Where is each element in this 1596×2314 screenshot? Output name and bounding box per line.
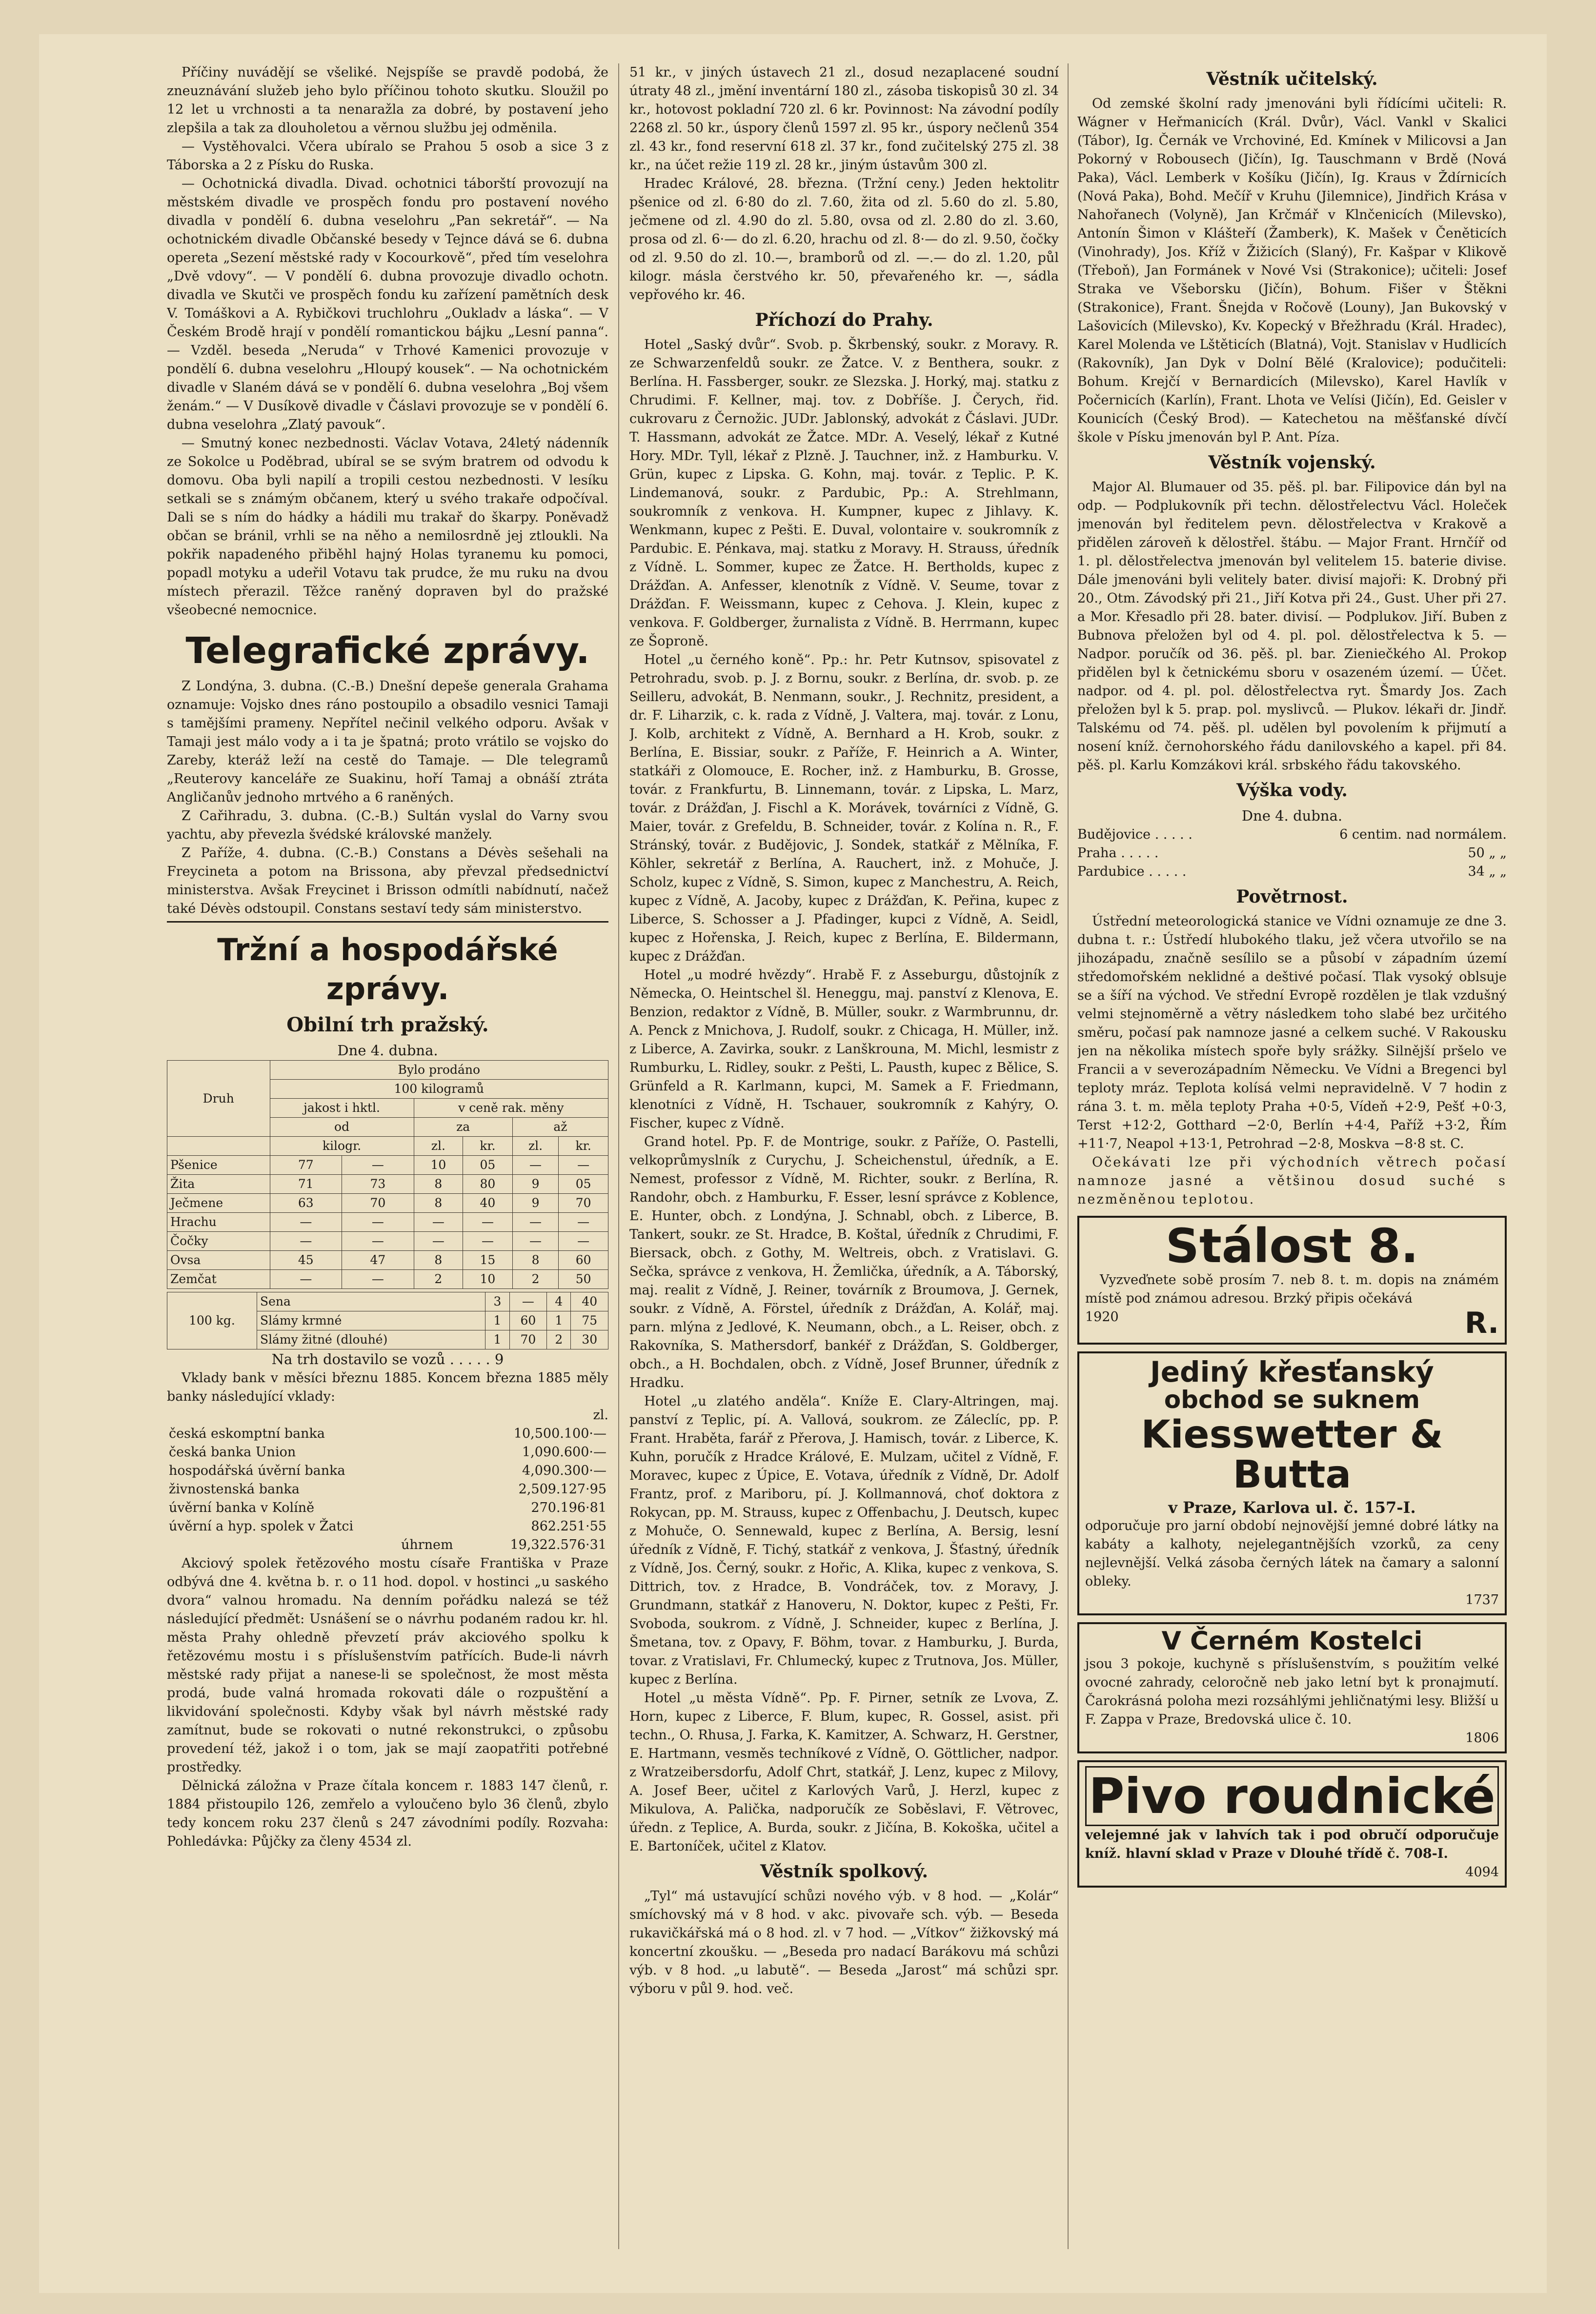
paragraph: Hotel „u města Vídně“. Pp. F. Pirner, setník ze Lvova, Z. Horn, kupec z Liberce, F. Blum, kupec, R. Gossel, asist. při techn., O. Rhusa, J. Farka, K. Kamitzer, A. Schwarz, H. Gerstner, E. Hartmann, vesměs techníkové z Vídně, O. Göttlicher, nadpor. z Wratzeibersdorfu, Adolf Chrt, statkář, J. Lenz, kupec z Milovy, A. Josef Beer, učitel z Karlových Varů, J. Herzl, kupec z Mikulova, A. Palička, nadporučík ze Soběslavi, F. Větrovec, úředn. z Teplice, A. Burda, soukr. z Jičína, B. Kokoška, učitel a E. Bartoníček, učitel z Klatov.	[629, 1690, 1059, 1854]
paragraph: — Ochotnická divadla. Divad. ochotnici táborští provozují na městském divadle ve prospěch fondu pro postavení nového divadla v pondělí 6. dubna veselohru „Pan sekretář“. — Na ochotnickém divadle Občanské besedy v Tejnce dává se 6. dubna opereta „Sezení městské rady v Kocourkově“, před tím veselohra „Dvě vdovy“. — V pondělí 6. dubna provozuje divadlo ochotn. divadla ve Skutči ve prospěch fondu ku zařízení pamětních desk V. Tomáškovi a A. Rybičkovi truchlohru „Oukladv a láska“. — V Českém Brodě hrají v pondělí romantickou bájku „Lesní panna“. — Vzděl. beseda „Neruda“ v Trhové Kamenici provozuje v pondělí 6. dubna veselohru „Hloupý kousek“. — Na ochotnickém divadle v Slaném dává se v pondělí 6. dubna veselohra „Boj všem ženám.“ — V Dusíkově divadle v Čáslavi provozuje se v pondělí 6. dubna veselohra „Zlatý pavouk“.	[167, 176, 608, 432]
paragraph: Hotel „Saský dvůr“. Svob. p. Škrbenský, soukr. z Moravy. R. ze Schwarzenfeldů soukr. ze Žatce. V. z Benthera, soukr. z Berlína. H. Fassberger, soukr. ze Slezska. J. Horký, maj. statku z Chrudimi. F. Kellner, maj. tov. z Dobříše. J. Čerych, řid. cukrovaru z Černožic. JUDr. Jablonský, advokát z Čáslavi. JUDr. T. Hassmann, advokát ze Žatce. MDr. A. Veselý, lékař z Kutné Hory. MDr. Tyll, lékař z Plzně. J. Tauchner, inž. z Hamburku. V. Grün, kupec z Lipska. G. Kohn, maj. továr. z Teplic. P. K. Lindemanová, soukr. z Pardubic, Pp.: A. Strehlmann, soukromník z venkova. H. Kumpner, kupec z Jihlavy. K. Wenkmann, kupec z Pešti. E. Duval, volontaire v. soukromník z Pardubic. E. Pénkava, maj. statku z Moravy. H. Strauss, úředník z Vídně. L. Sommer, kupec ze Žatce. H. Bertholds, kupec z Drážďan. A. Anfesser, klenotník z Vídně. V. Seume, tovar z Drážďan. F. Weissmann, kupec z Cehova. J. Klein, kupec z venkova. F. Goldberger, žurnalista z Vídně. B. Herrmann, kupec ze Šoproně.	[629, 337, 1059, 649]
section-heading-prichozi: Příchozí do Prahy.	[755, 310, 933, 330]
advert-kostelec	[1077, 1622, 1507, 1753]
advert-kiesswetter	[1077, 1351, 1507, 1615]
paragraph: 51 kr., v jiných ústavech 21 zl., dosud nezaplacené soudní útraty 48 zl., jmění inventární 180 zl., zásoba tiskopisů 30 zl. 34 kr., hotovost pokladní 720 zl. 6 kr. Povinnost: Na závodní podíly 2268 zl. 50 kr., úspory členů 1597 zl. 95 kr., úspory nečlenů 354 zl. 43 kr., fond reservní 618 zl. 37 kr., fond zučitelský 275 zl. 38 kr., na účet režie 119 zl. 28 kr., jiným ústavům 300 zl.	[629, 65, 1059, 173]
column-1	[167, 63, 608, 2249]
col-header: v ceně rak. měny	[414, 1099, 608, 1118]
advert-number: 1806	[1465, 1730, 1499, 1746]
advert-number: 1737	[1465, 1592, 1499, 1608]
paragraph: Vklady bank v měsíci březnu 1885. Koncem března 1885 měly banky následující vklady:	[167, 1370, 608, 1404]
advert-number: 4094	[1465, 1864, 1499, 1880]
col-header: od	[270, 1118, 414, 1137]
paragraph: — Vystěhovalci. Včera ubíralo se Prahou 5 osob a sice 3 z Táborska a 2 z Písku do Ruska.	[167, 139, 608, 173]
paragraph: Z Londýna, 3. dubna. (C.-B.) Dnešní depeše generala Grahama oznamuje: Vojsko dnes ráno postoupilo a obsadilo vesnici Tamaji s tamějšími prameny. Nepřítel nečinil velkého odporu. Avšak v Tamaji jest málo vody a i ta je špatná; proto vrátilo se vojsko do Zareby, kteráž leží na cestě do Tamaje. — Dle telegramů „Reuterovy kanceláře ze Suakinu, hoří Tamaj a obnáší ztráta Angličanův jednoho mrtvého a 6 raněných.	[167, 679, 608, 805]
col-header: kr.	[559, 1137, 608, 1156]
table-row: živnostenská banka 2,509.127·95	[169, 1482, 606, 1497]
advert-text: jsou 3 pokoje, kuchyně s příslušenstvím, s použitím velké ovocné zahrady, celoročně neb jako letní byt k pronajmutí. Čarokrásná poloha mezi rozsáhlými jehličnatými lesy. Bližší u F. Zappa v Praze, Bredovská ulice č. 10.	[1085, 1656, 1499, 1727]
col-header: Druh	[167, 1061, 270, 1137]
table-row: úhrnem 19,322.576·31	[401, 1537, 606, 1552]
col-header: kr.	[463, 1137, 513, 1156]
table-row: úvěrní a hyp. spolek v Žatci 862.251·55	[169, 1519, 606, 1534]
water-row: Pardubice . . . . . 34 „ „	[1077, 864, 1507, 879]
section-heading-vojensky: Věstník vojenský.	[1208, 452, 1376, 473]
column-rule	[618, 63, 619, 2249]
date-line: Dne 4. dubna.	[1241, 807, 1343, 824]
advert-address: v Praze, Karlova ul. č. 157-I.	[1168, 1498, 1416, 1517]
col-header	[167, 1137, 270, 1156]
col-header: jakost i hktl.	[270, 1099, 414, 1118]
table-row: Čočky — — — — — —	[167, 1232, 608, 1251]
col-header: zl.	[414, 1137, 463, 1156]
date-line: Dne 4. dubna.	[337, 1042, 438, 1059]
col-header: Bylo prodáno	[270, 1061, 608, 1080]
currency-label: zl.	[593, 1408, 608, 1423]
advert-text: Vyzveďnete sobě prosím 7. neb 8. t. m. dopis na známém místě pod známou adresou. Brzký připis očekává	[1085, 1272, 1499, 1306]
paragraph: Ústřední meteorologická stanice ve Vídni oznamuje ze dne 3. dubna t. r.: Ústředí hlubokého tlaku, jež včera utvořilo se na jihozápadu, značně sesílilo se a působí v západním území středomořském neklidné a deštivé počasí. Tlak vysoký oblsuje se a šíří na východ. Ve střední Evropě rozdělen je tlak vzdušný velmi stejnoměrně a větry následkem toho slabé bez určitého směru, počasí pak namnoze jasné a celkem suché. V Rakousku jen na několika místech spoře byly srážky. Silnější pršelo ve Francii a v severozápadním Německu. Ve Vídni a Bregenci byl teploty mráz. Teplota kolísá velmi nepravidelně. V 7 hodin z rána 3. t. m. měla teploty Praha +0·5, Vídeň +2·9, Pešť +0·3, Terst +12·2, Gotthard −2·0, Berlín +4·4, Paříž +3·2, Řím +11·7, Neapol +13·1, Petrohrad −2·8, Moskva −8·8 st. C.	[1077, 914, 1507, 1151]
table-row: Žita 71 73 8 80 9 05	[167, 1175, 608, 1194]
table-row: úvěrní banka v Kolíně 270.196·81	[169, 1500, 606, 1515]
paragraph: Příčiny nuvádějí se všeliké. Nejspíše se pravdě podobá, že zneuznávání služeb jeho bylo příčinou tohoto skutku. Sloužil po 12 let u vrchnosti a ta nenaražla za dobré, by postavení jeho zlepšila a tak za dlouholetou a věrnou službu jej odměnila.	[167, 65, 608, 136]
section-heading-spolky: Věstník spolkový.	[760, 1861, 929, 1882]
section-heading-vyska: Výška vody.	[1236, 780, 1348, 801]
column-rule	[1068, 63, 1069, 2249]
market-table	[167, 1060, 608, 1289]
table-row: hospodářská úvěrní banka 4,090.300·—	[169, 1463, 606, 1478]
advert-pivo	[1077, 1760, 1507, 1888]
paragraph: „Tyl“ má ustavující schůzi nového výb. v 8 hod. — „Kolár“ smíchovský má v 8 hod. v akc. pivovaře sch. výb. — Beseda rukavičkářská má o 8 hod. zl. v 7 hod. — „Vítkov“ žižkovský má koncertní zkoušku. — „Beseda pro nadací Barákovu má schůzi výb. v 8 hod. „u labutě“. — Beseda „Jarost“ má schůzi spr. výboru v půl 9. hod. več.	[629, 1889, 1059, 1996]
newspaper-page	[39, 34, 1547, 2293]
table-row: 100 kg. Sena 3 — 4 40	[167, 1292, 608, 1311]
table-row: Hrachu — — — — — —	[167, 1213, 608, 1232]
column-3	[1077, 63, 1507, 2249]
col-header: zl.	[512, 1137, 559, 1156]
paragraph: Dělnická záložna v Praze čítala koncem r. 1883 147 členů, r. 1884 přistoupilo 126, zemřelo a vyloučeno bylo 36 členů, zbylo tedy koncem roku 237 členů s 247 závodními podíly. Rozvaha: Pohledávka: Půjčky za členy 4534 zl.	[167, 1778, 608, 1849]
section-heading-telegraf: Telegrafické zprávy.	[185, 630, 590, 672]
hay-table	[167, 1292, 608, 1349]
paragraph: Hotel „u zlatého anděla“. Kníže E. Clary-Altringen, maj. panství z Teplic, pí. A. Vallová, soukrom. ze Záleclíc, pp. P. Frant. Hraběta, farář z Přerova, J. Hamisch, továr. z Liberce, K. Kuhn, poručík z Hradce Králové, E. Mulzam, učitel z Vídně, F. Moravec, kupec z Úpice, E. Votava, úředník z Vídně, Dr. Adolf Frantz, prof. z Mariboru, pí. J. Kollmannová, choť doktora z Rokycan, pp. M. Strauss, kupec z Offenbachu, J. Deutsch, kupec z Mohuče, O. Sennewald, kupec z Berlína, A. Bersig, lesní úředník z Vídně, F. Tichý, statkář z venkova, J. Šťastný, úředník z Vídně, Jos. Černý, soukr. z Hořic, A. Klika, kupec z venkova, S. Dittrich, tov. z Hradce, B. Vondráček, tov. z Moravy, J. Grundmann, statkář z Hanoveru, N. Doktor, kupec z Pešti, Fr. Svoboda, soukrom. z Vídně, J. Schneider, kupec z Berlína, J. Šmetana, tov. z Opavy, F. Böhm, tovar. z Hamburku, J. Burda, tovar. z Vratislavi, Fr. Chlumecký, kupec z Trutnova, Jos. Müller, kupec z Berlína.	[629, 1394, 1059, 1687]
paragraph: Hotel „u černého koně“. Pp.: hr. Petr Kutnsov, spisovatel z Petrohradu, svob. p. J. z Bornu, soukr. z Berlína, dr. svob. p. ze Seilleru, advokát, B. Nenmann, soukr., J. Rechnitz, president, a dr. F. Liharzik, c. k. rada z Vídně, J. Valtera, maj. továr. z Lonu, J. Kolb, architekt z Vídně, A. Bernhard a H. Krob, soukr. z Berlína, E. Bissiar, soukr. z Paříže, F. Heinrich a A. Winter, statkáři z Olomouce, E. Rocher, inž. z Hamburku, B. Grosse, továr. z Frankfurtu, B. Linnemann, továr. z Lipska, L. Marz, továr. z Drážďan, J. Fischl a K. Morávek, továrníci z Vídně, G. Maier, továr. z Grefeldu, B. Schneider, továr. z Kolína n. R., F. Stránský, továr. z Budějovic, J. Sondek, statkář z Mělníka, F. Köhler, sekretář z Berlína, A. Rauchert, inž. z Mohuče, J. Scholz, kupec z Vídně, S. Simon, kupec z Manchestru, A. Reich, kupec z Vídně, A. Jacoby, kupec z Drážďan, K. Peřina, kupec z Liberce, S. Schosser a J. Pfadinger, kupci z Vídně, A. Seidl, kupec z Hořenska, J. Reich, kupec z Berlína, E. Bildermann, kupec z Drážďan.	[629, 652, 1059, 964]
advert-text: velejemné jak v lahvích tak i pod obručí odporučuje kníž. hlavní sklad v Praze v Dlouhé třídě č. 708-I.	[1085, 1827, 1499, 1861]
paragraph: Hradec Králové, 28. března. (Tržní ceny.) Jeden hektolitr pšenice od zl. 6·80 do zl. 7.60, žita od zl. 5.60 do zl. 5.80, ječmene od zl. 4.90 do zl. 5.80, ovsa od zl. 2.80 do zl. 3.60, prosa od zl. 6·— do zl. 6.20, hrachu od zl. 8·— do zl. 9.50, čočky od zl. 9.50 do zl. 10.—, bramborů od zl. —.— do zl. 1.20, půl kilogr. másla čerstvého kr. 50, převařeného kr. —, sádla vepřového kr. 46.	[629, 176, 1059, 302]
section-heading-market: Tržní a hospodářské zprávy.	[217, 932, 558, 1006]
paragraph: Hotel „u modré hvězdy“. Hrabě F. z Asseburgu, důstojník z Německa, O. Heintschel šl. Heneggu, maj. panství z Klenova, E. Benzion, redaktor z Vídně, B. Müller, soukr. z Warmbrunnu, dr. A. Penck z Mnichova, J. Rudolf, soukr. z Chicaga, H. Müller, inž. z Liberce, A. Zavirka, soukr. z Lanškrouna, M. Michl, lesmistr z Rumburku, L. Ridley, soukr. z Pešti, L. Pausth, kupec z Bělice, S. Grünfeld a R. Karlmann, kupci, M. Samek a F. Friedmann, klenotníci z Vídně, H. Tschauer, soukromník z Kahýry, O. Fischer, kupec z Vídně.	[629, 967, 1059, 1131]
paragraph: Akciový spolek řetězového mostu císaře Františka v Praze odbývá dne 4. května b. r. o 11 hod. dopol. v hostinci „u saského dvora“ valnou hromadu. Na denním pořádku nalezá se též následující předmět: Usnášení se o návrhu podaném radou kr. hl. města Prahy ohledně převzetí práv akciového spolku k řetězovému mostu i s příslušenstvím patřících. Bude-li návrh městské rady přijat a nanese-li se společnost, že most města prodá, bude valná hromada rokovati dále o rozpuštění a likvidování společnosti. Kdyby však byl návrh městské rady zamítnut, bude se rokovati o nutné rekonstrukci, o způsobu provedení též, jakož i o tom, jak se mají zaopatřiti potřebné prostředky.	[167, 1556, 608, 1775]
advert-title: Pivo roudnické	[1085, 1766, 1499, 1826]
table-row: Zemčat — — 2 10 2 50	[167, 1270, 608, 1289]
advert-line: Jediný křesťanský	[1150, 1355, 1434, 1388]
table-row: Ječmene 63 70 8 40 9 70	[167, 1194, 608, 1213]
subheading: Obilní trh pražský.	[286, 1013, 489, 1036]
table-row: česká eskomptní banka 10,500.100·—	[169, 1426, 606, 1441]
advert-title: V Černém Kostelci	[1161, 1626, 1423, 1656]
section-heading-ucitel: Věstník učitelský.	[1206, 69, 1378, 89]
advert-title: Kiesswetter & Butta	[1141, 1413, 1443, 1497]
section-heading-povetrnost: Povětrnost.	[1236, 886, 1348, 907]
col-header: 100 kilogramů	[270, 1080, 608, 1099]
market-note: Na trh dostavilo se vozů . . . . . 9	[271, 1351, 504, 1368]
table-row: Pšenice 77 — 10 05 — —	[167, 1156, 608, 1175]
col-header: za	[414, 1118, 512, 1137]
advert-title: Stálost 8.	[1165, 1219, 1419, 1273]
advert-line: obchod se suknem	[1164, 1385, 1420, 1414]
col-header: kilogr.	[270, 1137, 414, 1156]
paragraph: — Smutný konec nezbednosti. Václav Votava, 24letý nádenník ze Sokolce u Poděbrad, ubíral se se svým bratrem od odvodu k domovu. Oba byli napilí a tropili cestou nezbednosti. V lesíku setkali se s známým občanem, který u svého trakaře odpočíval. Dali se s ním do hádky a hádili mu trakař do škarpy. Poněvadž občan se bránil, vrhli se na něho a nemilosrdně jej ztloukli. Na pokřik napadeného přiběhl hajný Holas tyranemu ku pomoci, popadl motyku a udeřil Votavu tak prudce, že mu ruku na dvou místech přerazil. Těžce raněný dopraven byl do pražské všeobecné nemocnice.	[167, 436, 608, 618]
paragraph: Z Cařihradu, 3. dubna. (C.-B.) Sultán vyslal do Varny svou yachtu, aby převezla švédské královské manžely.	[167, 808, 608, 842]
side-label: 100 kg.	[167, 1292, 257, 1349]
advert-text: odporučuje pro jarní období nejnovější jemné dobré látky na kabáty a kalhoty, nejelegantnějších vzorků, za ceny nejlevnější. Velká zásoba černých látek na čamary a salonní obleky.	[1085, 1518, 1499, 1589]
table-row: Slámy krmné 1 60 1 75	[167, 1311, 608, 1330]
paragraph: Grand hotel. Pp. F. de Montrige, soukr. z Paříže, O. Pastelli, velkoprůmyslník z Curychu, J. Scheichenstul, úředník, a E. Nemest, professor z Vídně, M. Richter, soukr. z Berlína, R. Randohr, obch. z Hamburku, F. Esser, lesní správce z Koblence, E. Hunter, obch. z Londýna, J. Schnabl, obch. z Liberce, B. Tankert, soukr. ze St. Hradce, B. Koštal, úředník z Chrudimi, F. Biersack, obch. z Gothy, M. Weltreis, obch. z Vratislavi. G. Sečka, správce z venkova, H. Žemlička, úředník, a A. Táborský, maj. realit z Vídně, J. Reiner, továrník z Broumova, J. Gernek, soukr. z Vídně, A. Förstel, úředník z Drážďan, A. Kolář, maj. parn. mlýna z Jedlové, K. Neumann, obch., a L. Reiser, obch. z Rakovníka, S. Mathersdorf, bankéř z Drážďan, S. Goldberger, obch., a H. Bochdalen, obch. z Vídně, Josef Brunner, úředník z Hradku.	[629, 1134, 1059, 1390]
table-row: česká banka Union 1,090.600·—	[169, 1445, 606, 1460]
paragraph: Major Al. Blumauer od 35. pěš. pl. bar. Filipovice dán byl na odp. — Podplukovník při techn. dělostřelectvu Václ. Holeček jmenován byl ředitelem pevn. dělostřelectva v Krakově a přidělen zároveň k dělostřel. štábu. — Major Frant. Hrnčíř od 1. pl. dělostřelectva jmenován byl velitelem 15. baterie divise. Dále jmenováni byli velitely bater. divisí majoři: K. Drobný při 20., Otm. Závodský při 21., Jiří Kotva při 24., Gust. Uher při 27. a Mor. Křesadlo při 28. bater. divisí. — Podplukov. Jiří. Buben z Bubnova přeložen byl od 4. pl. pol. dělostřelectva k 5. — Nadpor. poručík od 36. pěš. pl. bar. Zieniečkého Al. Prokop přidělen byl k četnickému sboru v osazeném území. — Účet. nadpor. od 4. pl. pol. dělostřelectva ryt. Šmardy Jos. Zach přeložen byl k 5. prap. pol. myslivců. — Plukov. lékaři dr. Jindř. Talskému od 74. pěš. pl. udělen byl povolením k přijmutí a nosení kníž. černohorského řádu danilovského a kapel. při 84. pěš. pl. Karlu Komzákovi král. srbského řádu takovského.	[1077, 480, 1507, 773]
paragraph: Z Paříže, 4. dubna. (C.-B.) Constans a Dévès sešehali na Freycineta a potom na Brissona, aby převzal předsednictví ministerstva. Avšak Freycinet i Brisson odmítli nabídnutí, načež také Dévès odstoupil. Constans sestaví tedy sám ministerstvo.	[167, 845, 608, 916]
water-row: Budějovice . . . . . 6 centim. nad normálem.	[1077, 827, 1507, 842]
advert-stalost	[1077, 1216, 1507, 1345]
divider	[167, 921, 608, 923]
col-header: až	[512, 1118, 608, 1137]
column-2	[629, 63, 1059, 2249]
table-row: Ovsa 45 47 8 15 8 60	[167, 1251, 608, 1270]
table-row: Slámy žitné (dlouhé) 1 70 2 30	[167, 1330, 608, 1349]
paragraph: Od zemské školní rady jmenováni byli řídícími učiteli: R. Wágner v Heřmanicích (Král. Dvůr), Václ. Vankl v Skalici (Tábor), Ig. Černák ve Vrchoviné, Ed. Kmínek v Milicovsi a Jan Pokorný v Robousech (Jičín), Ig. Tauschmann v Brdě (Nová Paka), Václ. Lemberk v Košíku (Jičín), Ig. Kraus v Ždírnicích (Nová Paka), Bohd. Mečíř v Kruhu (Jilemnice), Jindřich Krása v Nahořanech (Volyně), Jan Krčmář v Klnčenicích (Milevsko), Antonín Šimon v Klášteří (Žamberk), K. Mašek v Čeněticích (Vinohrady), Jos. Kříž v Žižicích (Slaný), Fr. Kašpar v Klikově (Třeboň), Jan Formánek v Nové Vsi (Strakonice); učiteli: Josef Straka ve Všeborsku (Jičín), Bohum. Fišer v Štěkni (Strakonice), Frant. Šnejda v Ročově (Louny), Jan Bukovský v Lašovicích (Milevsko), Kv. Kopecký v Břežhradu (Král. Hradec), Karel Molenda ve Lštěticích (Blatná), Vojt. Stanislav v Hudlicích (Rakovník), Jan Dyk v Dolní Bělé (Kralovice); podučiteli: Bohum. Krejčí v Bernardicích (Milevsko), Karel Havlík v Počernicích (Karlín), Frant. Lhota ve Velísi (Jičín), Ed. Geisler v Kounicích (Český Brod). — Katechetou na měšťanské dívčí škole v Písku jmenován byl P. Ant. Píza.	[1077, 96, 1507, 445]
water-row: Praha . . . . . 50 „ „	[1077, 845, 1507, 861]
bank-table	[167, 1425, 608, 1554]
advert-signature: R.	[1464, 1306, 1499, 1340]
paragraph: Očekávati lze při východních větrech počasí namnoze jasné a většinou dosud suché s nezměněnou teplotou.	[1077, 1155, 1507, 1207]
advert-number: 1920	[1085, 1309, 1119, 1325]
